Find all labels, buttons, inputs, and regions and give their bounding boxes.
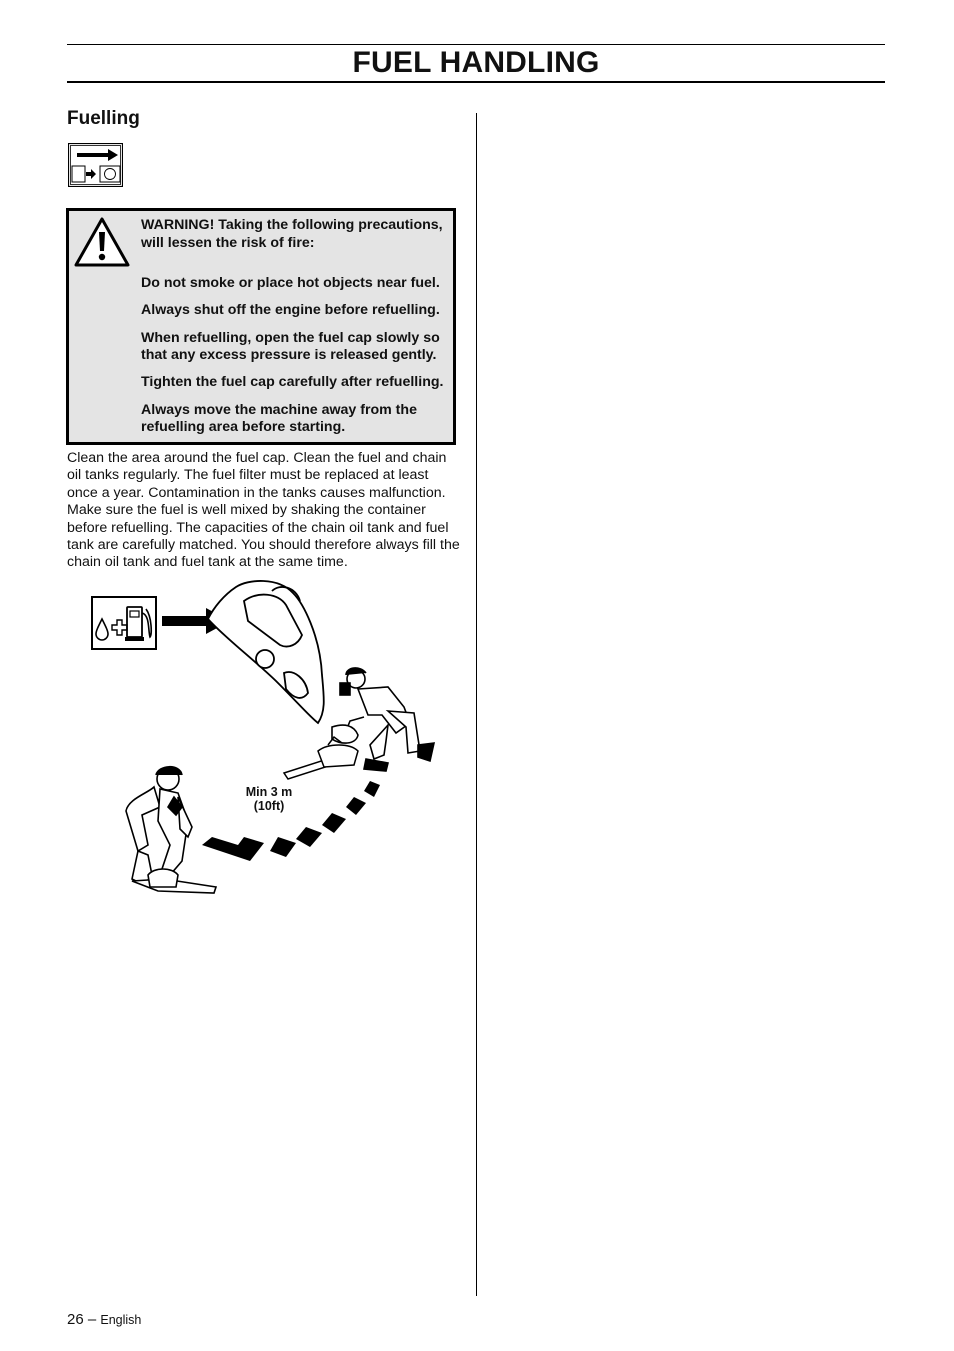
footer-separator: – [87,1311,97,1328]
header-rule-top [67,44,885,45]
fuel-oil-pump-icon [92,597,156,649]
warning-item: Do not smoke or place hot objects near fuel. [141,275,440,292]
distance-label [236,785,302,813]
page-title: FUEL HANDLING [352,46,600,79]
section-heading: Fuelling [67,108,140,129]
warning-box [66,208,456,445]
warning-item: Always shut off the engine before refuelling. [141,302,440,319]
refuelling-illustration [88,575,448,905]
body-paragraph: Clean the area around the fuel cap. Clean the fuel and chain oil tanks regularly. The fuel filter must be replaced at least once a year. Contamination in the tanks causes malfunction. Make sure the fuel is well mixed by shaking the container before refuelling. The capacities of the chain oil tank and fuel tank are carefully matched. You should therefore always fill the chain oil tank and fuel tank at the same time. [67,450,460,571]
warning-text [141,217,453,446]
distance-label-line1: Min 3 m [245,785,293,799]
page-footer [67,1311,141,1328]
warning-item: Always move the machine away from the refuelling area before starting. [141,401,417,436]
header-rule-bottom [67,81,885,83]
warning-item: Tighten the fuel cap carefully after refuelling. [141,374,444,391]
distance-label-line2: (10ft) [253,799,285,813]
warning-lead: WARNING! Taking the following precautions, will lessen the risk of fire: [141,217,443,251]
column-divider [476,113,477,1296]
warning-item: When refuelling, open the fuel cap slowly so that any excess pressure is released gently. [141,329,440,364]
reference-arrow-icon [68,143,123,187]
page-number: 26 [67,1311,84,1328]
warning-triangle-icon [74,217,130,267]
footer-language: English [100,1313,142,1327]
